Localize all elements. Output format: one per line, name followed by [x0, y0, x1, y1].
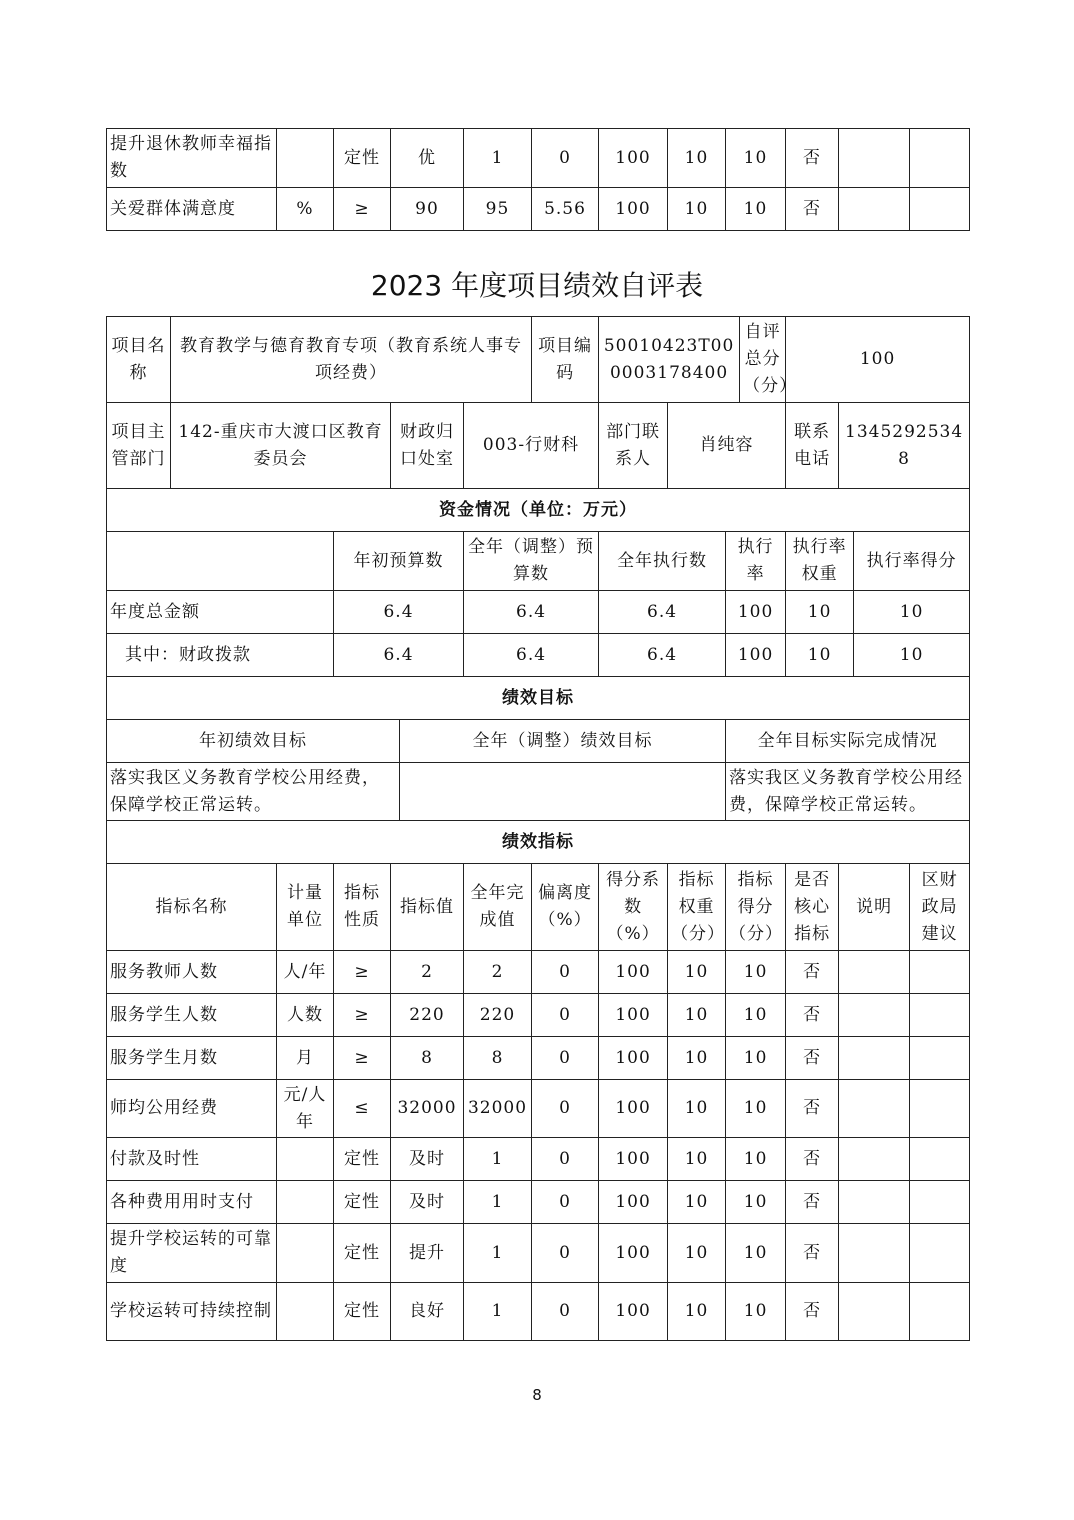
indicator-core: 否	[786, 188, 839, 231]
indicator-header-name: 指标名称	[107, 864, 277, 951]
indicator-row	[107, 1224, 970, 1283]
goals-header-adjusted: 全年（调整）绩效目标	[400, 720, 726, 763]
indicator-weight: 10	[668, 1138, 726, 1181]
department-label: 项目主管部门	[107, 403, 171, 489]
indicator-deviation: 5.56	[532, 188, 599, 231]
indicator-actual: 1	[464, 129, 532, 188]
goals-header-initial: 年初绩效目标	[107, 720, 400, 763]
performance-evaluation-table	[106, 316, 970, 1341]
continued-indicator-table	[106, 128, 970, 231]
indicator-weight: 10	[668, 1080, 726, 1138]
project-code-label: 项目编码	[532, 317, 599, 403]
indicator-weight: 10	[668, 994, 726, 1037]
indicator-core: 否	[786, 1138, 839, 1181]
goals-section-title: 绩效目标	[107, 677, 970, 720]
funds-rate-score: 10	[854, 634, 970, 677]
indicator-coef: 100	[599, 1283, 668, 1341]
funds-rate-score: 10	[854, 591, 970, 634]
project-name-value: 教育教学与德育教育专项（教育系统人事专项经费）	[171, 317, 532, 403]
indicator-advice	[910, 951, 970, 994]
indicator-header-nature: 指标性质	[334, 864, 391, 951]
indicator-name: 学校运转可持续控制	[107, 1283, 277, 1341]
indicator-target: 2	[391, 951, 464, 994]
indicator-coef: 100	[599, 129, 668, 188]
goals-actual-value: 落实我区义务教育学校公用经费，保障学校正常运转。	[726, 763, 970, 821]
indicator-name: 师均公用经费	[107, 1080, 277, 1138]
indicator-actual: 32000	[464, 1080, 532, 1138]
indicator-core: 否	[786, 951, 839, 994]
funds-row-total	[107, 591, 970, 634]
indicator-actual: 95	[464, 188, 532, 231]
indicator-weight: 10	[668, 129, 726, 188]
indicator-note	[839, 1224, 910, 1283]
goals-initial-value: 落实我区义务教育学校公用经费，保障学校正常运转。	[107, 763, 400, 821]
indicator-core: 否	[786, 129, 839, 188]
project-code-value: 50010423T000003178400	[599, 317, 740, 403]
funds-initial-budget: 6.4	[334, 634, 464, 677]
indicator-unit	[277, 1283, 334, 1341]
indicator-advice	[910, 129, 970, 188]
phone-value: 13452925348	[839, 403, 970, 489]
indicator-weight: 10	[668, 951, 726, 994]
indicator-actual: 2	[464, 951, 532, 994]
indicator-advice	[910, 1224, 970, 1283]
funds-header-row	[107, 532, 970, 591]
funds-executed: 6.4	[599, 634, 726, 677]
indicator-actual: 1	[464, 1138, 532, 1181]
funds-row-label: 年度总金额	[107, 591, 334, 634]
indicator-weight: 10	[668, 188, 726, 231]
funds-initial-budget: 6.4	[334, 591, 464, 634]
indicator-unit: 人/年	[277, 951, 334, 994]
indicator-score: 10	[726, 951, 786, 994]
indicator-core: 否	[786, 1037, 839, 1080]
indicator-target: 及时	[391, 1181, 464, 1224]
indicator-advice	[910, 188, 970, 231]
indicator-target: 220	[391, 994, 464, 1037]
indicator-note	[839, 1181, 910, 1224]
indicator-header-deviation: 偏离度（%）	[532, 864, 599, 951]
indicator-target: 良好	[391, 1283, 464, 1341]
indicator-name: 服务学生月数	[107, 1037, 277, 1080]
indicator-unit	[277, 1181, 334, 1224]
indicator-score: 10	[726, 994, 786, 1037]
indicator-deviation: 0	[532, 994, 599, 1037]
indicator-nature: ≥	[334, 188, 391, 231]
indicator-unit	[277, 129, 334, 188]
indicator-deviation: 0	[532, 1080, 599, 1138]
indicator-nature: 定性	[334, 1181, 391, 1224]
indicator-header-actual: 全年完成值	[464, 864, 532, 951]
indicator-coef: 100	[599, 188, 668, 231]
funds-rate: 100	[726, 591, 786, 634]
project-name-label: 项目名称	[107, 317, 171, 403]
funds-adjusted-budget: 6.4	[464, 591, 599, 634]
goals-value-row	[107, 763, 970, 821]
indicator-core: 否	[786, 1224, 839, 1283]
indicator-nature: ≥	[334, 994, 391, 1037]
indicator-core: 否	[786, 994, 839, 1037]
indicator-advice	[910, 1138, 970, 1181]
indicator-nature: 定性	[334, 129, 391, 188]
contact-value: 肖纯容	[668, 403, 786, 489]
indicator-core: 否	[786, 1181, 839, 1224]
indicator-note	[839, 129, 910, 188]
funds-header-blank	[107, 532, 334, 591]
funds-rate-weight: 10	[786, 634, 854, 677]
indicator-row	[107, 1080, 970, 1138]
funds-row-label: 其中：财政拨款	[107, 634, 334, 677]
indicator-actual: 1	[464, 1181, 532, 1224]
indicator-core: 否	[786, 1283, 839, 1341]
indicator-coef: 100	[599, 1080, 668, 1138]
indicator-name: 服务教师人数	[107, 951, 277, 994]
contact-label: 部门联系人	[599, 403, 668, 489]
indicator-deviation: 0	[532, 1138, 599, 1181]
indicator-score: 10	[726, 1080, 786, 1138]
funds-adjusted-budget: 6.4	[464, 634, 599, 677]
indicator-header-score: 指标得分（分）	[726, 864, 786, 951]
indicator-score: 10	[726, 129, 786, 188]
indicator-weight: 10	[668, 1037, 726, 1080]
indicator-score: 10	[726, 188, 786, 231]
indicator-row	[107, 188, 970, 231]
indicator-header-unit: 计量单位	[277, 864, 334, 951]
indicator-nature: ≥	[334, 1037, 391, 1080]
funds-rate-weight: 10	[786, 591, 854, 634]
goals-adjusted-value	[400, 763, 726, 821]
indicator-row	[107, 1283, 970, 1341]
indicator-header-advice: 区财政局建议	[910, 864, 970, 951]
indicator-weight: 10	[668, 1181, 726, 1224]
indicator-note	[839, 188, 910, 231]
page-title: 2023 年度项目绩效自评表	[370, 269, 704, 302]
project-info-row-2	[107, 403, 970, 489]
goals-header-actual: 全年目标实际完成情况	[726, 720, 970, 763]
indicator-actual: 220	[464, 994, 532, 1037]
indicator-unit: 元/人年	[277, 1080, 334, 1138]
indicator-score: 10	[726, 1037, 786, 1080]
indicator-unit	[277, 1224, 334, 1283]
indicator-core: 否	[786, 1080, 839, 1138]
funds-section-title: 资金情况（单位：万元）	[107, 489, 970, 532]
indicator-header-weight: 指标权重（分）	[668, 864, 726, 951]
funds-header-initial-budget: 年初预算数	[334, 532, 464, 591]
finance-office-value: 003-行财科	[464, 403, 599, 489]
funds-row-fiscal	[107, 634, 970, 677]
goals-header-row	[107, 720, 970, 763]
indicator-name: 提升学校运转的可靠度	[107, 1224, 277, 1283]
indicator-target: 及时	[391, 1138, 464, 1181]
project-info-row-1	[107, 317, 970, 403]
indicator-row	[107, 994, 970, 1037]
self-score-value: 100	[786, 317, 970, 403]
indicator-target: 32000	[391, 1080, 464, 1138]
indicator-coef: 100	[599, 1138, 668, 1181]
indicator-header-target: 指标值	[391, 864, 464, 951]
indicator-unit: %	[277, 188, 334, 231]
indicator-advice	[910, 1181, 970, 1224]
indicator-note	[839, 1037, 910, 1080]
indicator-target: 8	[391, 1037, 464, 1080]
indicator-unit: 月	[277, 1037, 334, 1080]
indicator-advice	[910, 1080, 970, 1138]
phone-label: 联系电话	[786, 403, 839, 489]
indicator-nature: 定性	[334, 1138, 391, 1181]
indicator-deviation: 0	[532, 951, 599, 994]
indicator-actual: 8	[464, 1037, 532, 1080]
funds-section-row	[107, 489, 970, 532]
indicator-actual: 1	[464, 1224, 532, 1283]
indicator-deviation: 0	[532, 1224, 599, 1283]
indicator-coef: 100	[599, 1037, 668, 1080]
indicator-score: 10	[726, 1224, 786, 1283]
indicator-target: 90	[391, 188, 464, 231]
indicator-note	[839, 994, 910, 1037]
indicator-header-core: 是否核心指标	[786, 864, 839, 951]
self-score-label: 自评总分（分）	[740, 317, 786, 403]
indicator-deviation: 0	[532, 1037, 599, 1080]
indicator-name: 各种费用用时支付	[107, 1181, 277, 1224]
indicator-header-coef: 得分系数（%）	[599, 864, 668, 951]
indicator-row	[107, 129, 970, 188]
page-number: 8	[532, 1386, 542, 1404]
indicator-actual: 1	[464, 1283, 532, 1341]
indicator-row	[107, 1138, 970, 1181]
funds-executed: 6.4	[599, 591, 726, 634]
indicator-deviation: 0	[532, 1283, 599, 1341]
indicator-unit	[277, 1138, 334, 1181]
indicator-note	[839, 1080, 910, 1138]
indicator-nature: 定性	[334, 1283, 391, 1341]
indicators-section-title: 绩效指标	[107, 821, 970, 864]
indicators-header-row	[107, 864, 970, 951]
funds-header-executed: 全年执行数	[599, 532, 726, 591]
indicator-name: 关爱群体满意度	[107, 188, 277, 231]
indicator-score: 10	[726, 1181, 786, 1224]
indicator-header-note: 说明	[839, 864, 910, 951]
indicator-advice	[910, 1037, 970, 1080]
funds-header-adjusted-budget: 全年（调整）预算数	[464, 532, 599, 591]
indicator-coef: 100	[599, 1181, 668, 1224]
funds-header-rate-score: 执行率得分	[854, 532, 970, 591]
indicators-section-row	[107, 821, 970, 864]
indicator-target: 提升	[391, 1224, 464, 1283]
indicator-row	[107, 1181, 970, 1224]
indicator-name: 提升退休教师幸福指数	[107, 129, 277, 188]
indicator-target: 优	[391, 129, 464, 188]
funds-header-rate: 执行率	[726, 532, 786, 591]
funds-header-rate-weight: 执行率权重	[786, 532, 854, 591]
goals-section-row	[107, 677, 970, 720]
indicator-nature: ≥	[334, 951, 391, 994]
indicator-name: 服务学生人数	[107, 994, 277, 1037]
indicator-row	[107, 1037, 970, 1080]
indicator-advice	[910, 1283, 970, 1341]
funds-rate: 100	[726, 634, 786, 677]
department-value: 142-重庆市大渡口区教育委员会	[171, 403, 391, 489]
indicator-name: 付款及时性	[107, 1138, 277, 1181]
indicator-unit: 人数	[277, 994, 334, 1037]
indicator-note	[839, 1138, 910, 1181]
indicator-score: 10	[726, 1138, 786, 1181]
indicator-nature: 定性	[334, 1224, 391, 1283]
indicator-coef: 100	[599, 951, 668, 994]
indicator-nature: ≤	[334, 1080, 391, 1138]
indicator-advice	[910, 994, 970, 1037]
indicator-score: 10	[726, 1283, 786, 1341]
indicator-weight: 10	[668, 1283, 726, 1341]
finance-office-label: 财政归口处室	[391, 403, 464, 489]
indicator-note	[839, 951, 910, 994]
indicator-coef: 100	[599, 994, 668, 1037]
indicator-deviation: 0	[532, 129, 599, 188]
indicator-deviation: 0	[532, 1181, 599, 1224]
indicator-row	[107, 951, 970, 994]
indicator-note	[839, 1283, 910, 1341]
indicator-coef: 100	[599, 1224, 668, 1283]
indicator-weight: 10	[668, 1224, 726, 1283]
